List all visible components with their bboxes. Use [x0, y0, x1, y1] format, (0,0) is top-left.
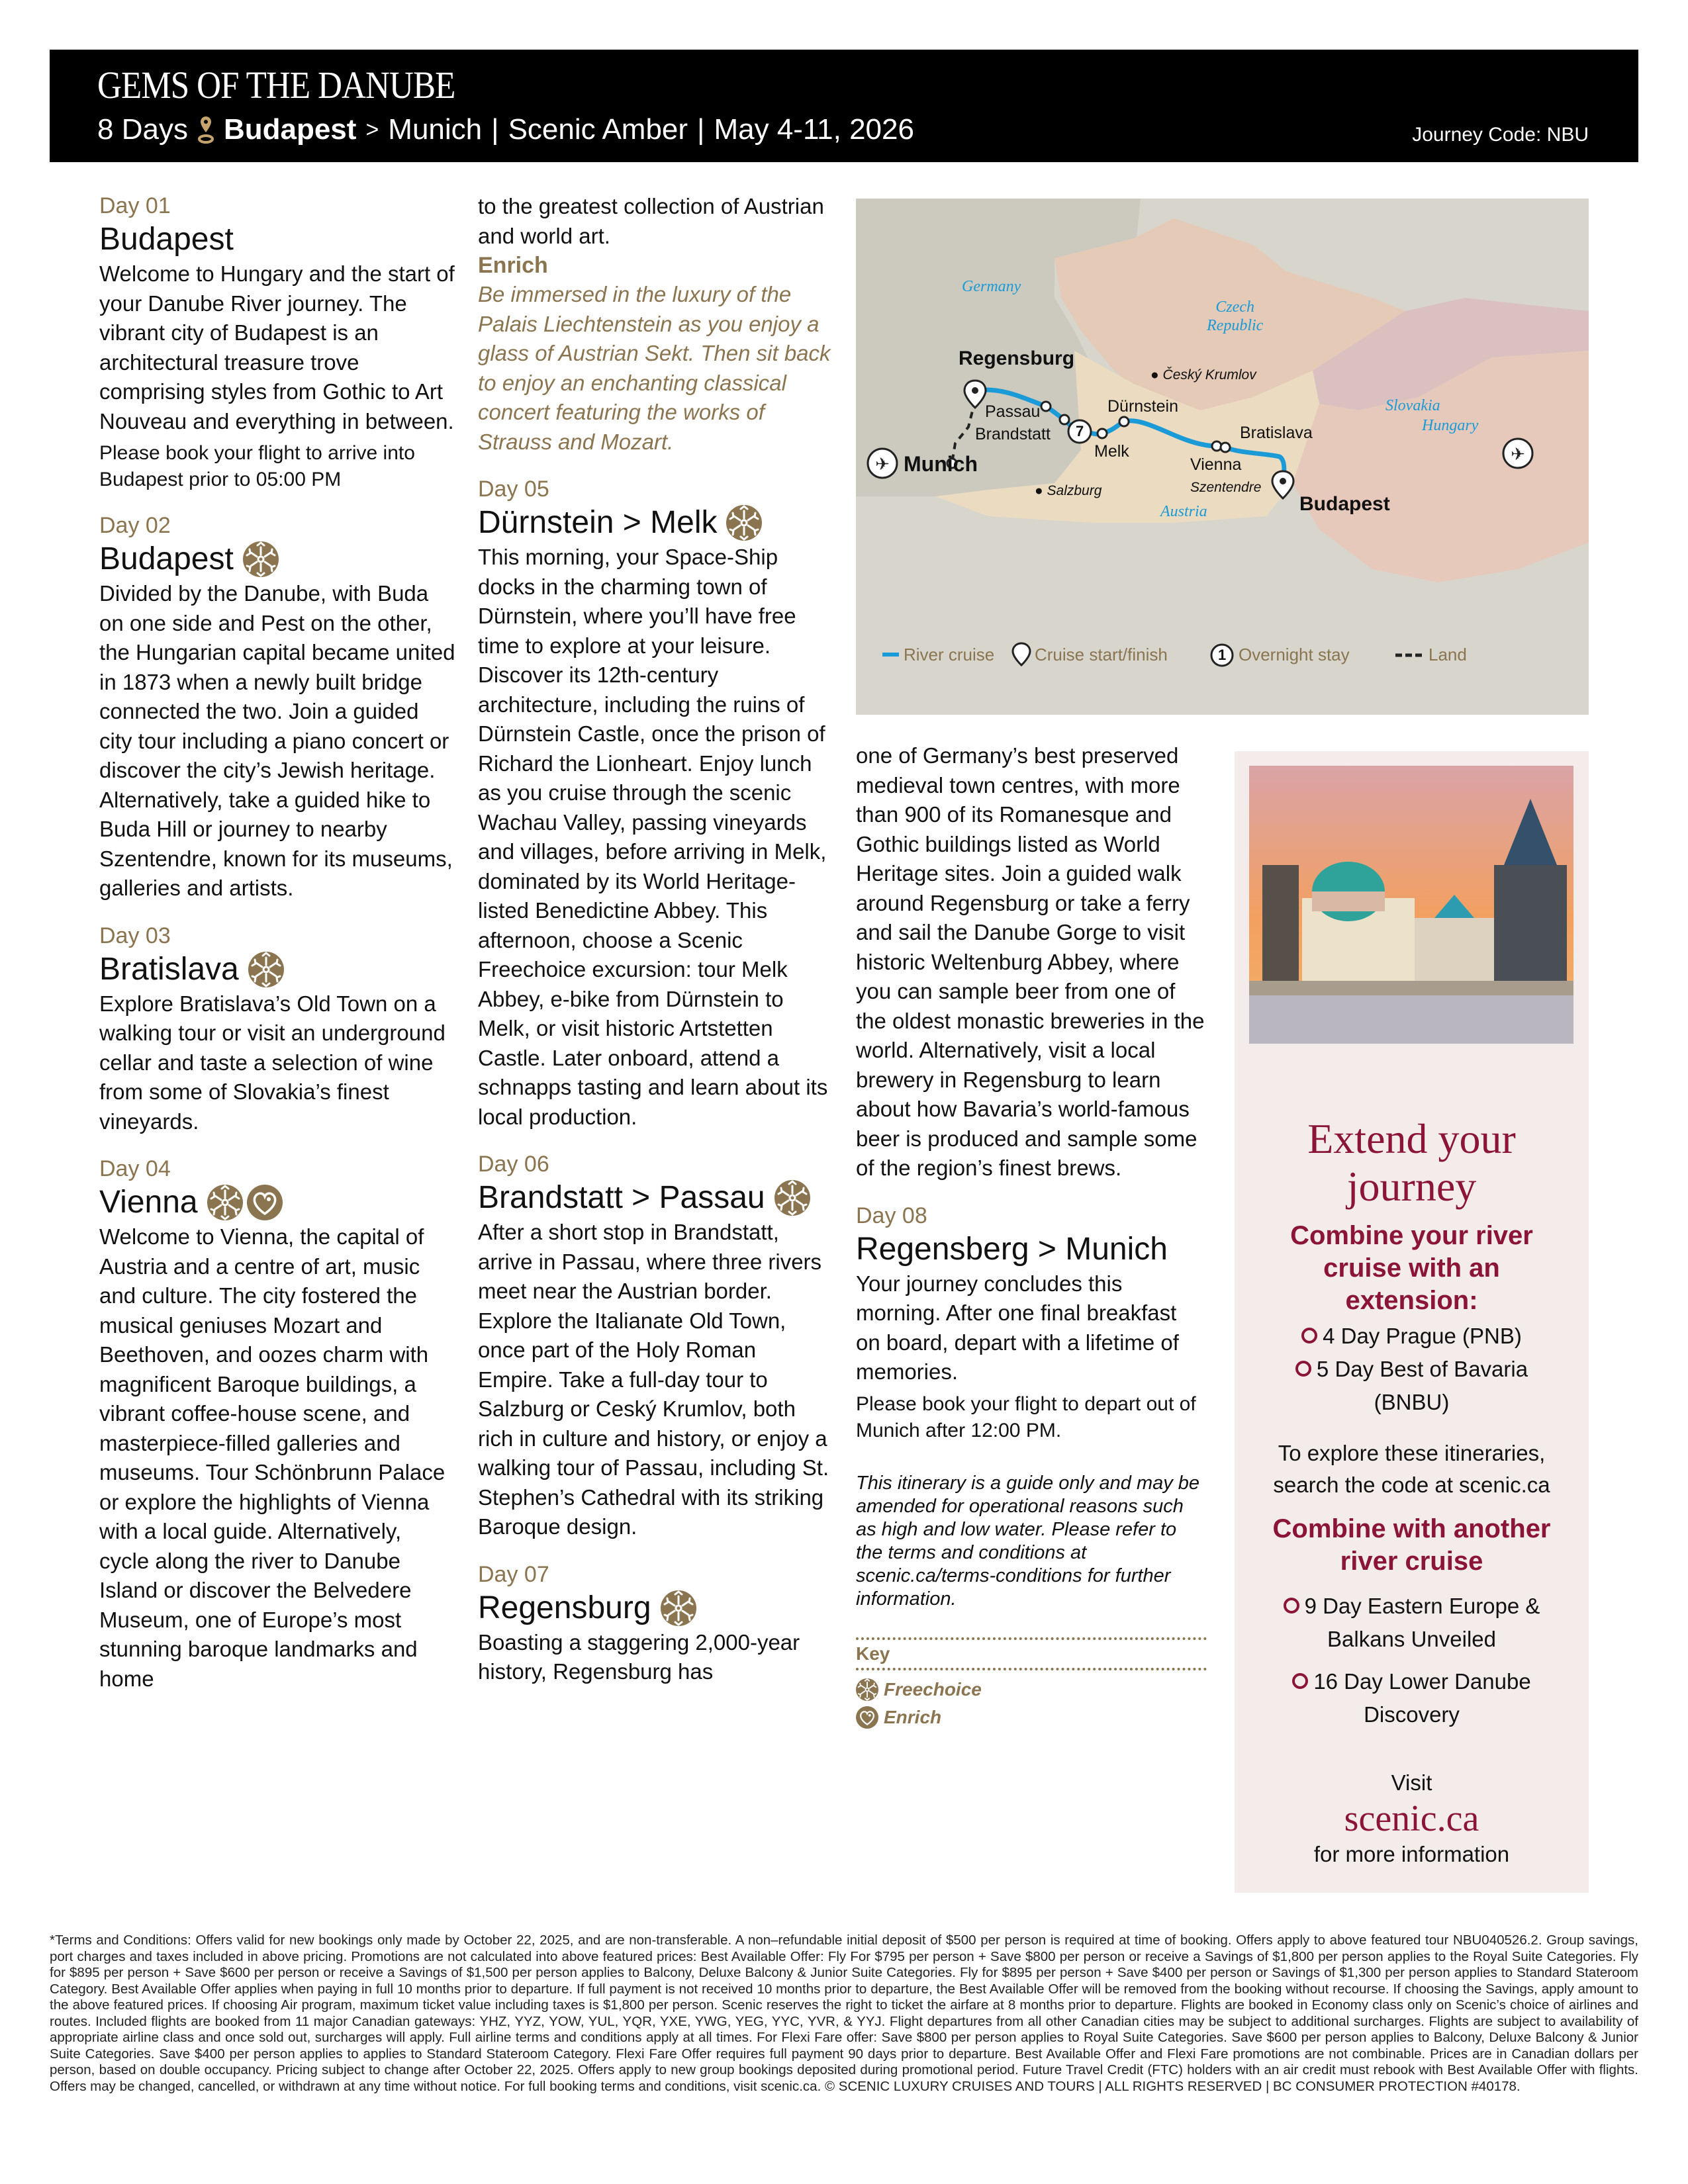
day-title-text: Budapest: [99, 541, 234, 576]
poi-label: Český Krumlov: [1162, 367, 1256, 383]
river-cruise-label: 16 Day Lower Danube Discovery: [1313, 1669, 1531, 1727]
legend-overnight-number: 1: [1218, 647, 1227, 663]
bullet-icon: [1295, 1361, 1311, 1377]
flight-note: Please book your flight to depart out of Munich after 12:00 PM.: [856, 1392, 1196, 1441]
legend-land: Land: [1429, 645, 1467, 664]
bullet-icon: [1292, 1673, 1308, 1689]
day-body-continued: one of Germany’s best preserved medieval town centres, with more than 900 of its Romanesque and Gothic buildings listed as World Heritage sites. Join a guided walk around Regensburg or take a ferry and sail the Danube Gorge to visit historic Weltenburg Abbey, where you can sample beer from one of the oldest monastic breweries in the world. Alternatively, visit a local brewery in Regensburg to learn about how Bavaria’s world-famous beer is produced and sample some of the region’s finest brews.: [856, 743, 1205, 1180]
city-szentendre: Szentendre: [1190, 480, 1262, 495]
key-label: Enrich: [884, 1706, 942, 1727]
day-title: [99, 950, 457, 989]
day-title: [478, 1588, 835, 1628]
day-title: [856, 1230, 1207, 1269]
freechoice-icon: [207, 1185, 243, 1220]
freechoice-icon: [243, 541, 279, 577]
enrich-icon: [247, 1185, 283, 1220]
day-body: Divided by the Danube, with Buda on one side and Pest on the other, the Hungarian capital became united in 1873 when a newly built bridge connected the two. Join a guided city tour including a piano concert or discover the city’s Jewish heritage. Alternatively, take a guided hike to Buda Hill or journey to nearby Szentendre, known for its museums, galleries and artists.: [99, 581, 455, 900]
city-cesky-krumlov: [1150, 367, 1256, 383]
extend-heading: [1235, 1115, 1589, 1210]
river-cruise-item[interactable]: [1274, 1590, 1549, 1656]
title-banner: [50, 50, 1638, 162]
country-label-line: Republic: [1207, 317, 1264, 334]
country-label-austria: Austria: [1160, 503, 1207, 520]
stop-brandstatt: [1060, 415, 1069, 424]
country-label-line: Czech: [1215, 298, 1254, 316]
country-label-czech: [1207, 298, 1263, 335]
day-02: [99, 512, 457, 903]
day-body: Explore Bratislava’s Old Town on a walking tour or visit an underground cellar and taste a selection of wine from some of Slovakia’s finest vineyards.: [99, 991, 445, 1134]
more-info-text: for more information: [1313, 1842, 1510, 1866]
country-label-slovakia: Slovakia: [1385, 397, 1440, 414]
freechoice-icon: [774, 1180, 810, 1216]
extension-heading: Combine your river cruise with an extension:: [1290, 1221, 1533, 1315]
key-label: Freechoice: [884, 1678, 982, 1700]
day-title: [478, 1178, 835, 1218]
terms-and-conditions: *Terms and Conditions: Offers valid for new bookings only made by October 22, 2025, and are non-transferable. A non–refundable initial deposit of $500 per person is required at time of booking. Offers apply to above featured tour NBU040526.2. Group savings, port charges and taxes included in above pricing. Promotions are not calculated into above featured prices: Best Available Offer: Fly For $795 per person + Save $800 per person or receive a Savings of $1,800 per person applies to the Royal Suite Categories. Fly for $895 per person + Save $600 per person or receive a Savings of $1,500 per person applies to Balcony, Deluxe Balcony & Junior Suite Categories. Fly for $895 per person + Save $400 per person or Savings of $1,300 per person applies to Standard Stateroom Category. Best Available Offer applies when paying in full 10 months prior to departure. If full payment is not received 10 months prior to departure, the Best Available Offer will be removed from the booking without recourse. If choosing the Savings, apply amount to the above featured prices. If choosing Air program, maximum ticket value including taxes is $1,800 per person. Scenic reserves the right to ticket the airfare at 8 months prior to departure. Flights are booked in Economy class only on Scenic’s choice of airlines and routes. Included flights are booked from 11 major Canadian gateways: YHZ, YYZ, YOW, YUL, YQR, YXE, YWG, YEG, YYC, YVR, & YYJ. Flight departures from all other Canadian cities may be subject to additional surcharges. Flights are subject to availability of appropriate airline class and once sold out, surcharges will apply. Full airline terms and conditions apply at all times. For Flexi Fare offer: Save $800 per person applies to Royal Suite Categories. Save $600 per person applies to Balcony, Deluxe Balcony & Junior Suite Categories. Save $400 per person applies to applies to Standard Stateroom Category. Flexi Fare Offer requires full payment 90 days prior to departure. Best Available Offer and Flexi Fare promotions are not combinable. Prices are in Canadian dollars per person, based on double occupancy. Pricing subject to change after October 22, 2025. Offers apply to new group bookings deposited during promotional period. Future Travel Credit (FTC) holders with an air credit must rebook with Best Available Offer with flights. Offers may be changed, cancelled, or withdrawn at any time without notice. For full booking terms and conditions, visit scenic.ca. © SCENIC LUXURY CRUISES AND TOURS | ALL RIGHTS RESERVED | BC CONSUMER PROTECTION #40178.: [50, 1933, 1638, 2094]
bullet-icon: [1284, 1598, 1299, 1614]
svg-text:✈: ✈: [875, 454, 890, 474]
divider: [856, 1668, 1207, 1670]
extension-label: 4 Day Prague (PNB): [1323, 1324, 1522, 1348]
freechoice-icon: [661, 1590, 696, 1626]
day-label: Day 04: [99, 1156, 171, 1181]
freechoice-icon: [726, 505, 762, 541]
river-cruise-label: 9 Day Eastern Europe & Balkans Unveiled: [1304, 1594, 1540, 1651]
legend-startfinish: Cruise start/finish: [1035, 645, 1168, 664]
page-title: GEMS OF THE DANUBE: [97, 64, 455, 107]
day-label: Day 06: [478, 1152, 549, 1177]
day-06: [478, 1150, 835, 1542]
day-04: [99, 1155, 457, 1694]
poi-marker-icon: ●: [1035, 483, 1047, 498]
day-label: Day 01: [99, 193, 171, 218]
key-item-freechoice: [856, 1676, 1207, 1704]
flight-note: Please book your flight to arrive into Budapest prior to 05:00 PM: [99, 442, 415, 490]
day-body: This morning, your Space-Ship docks in the charming town of Dürnstein, where you’ll have free time to explore at your leisure. Discover its 12th-century architecture, including the ruins of Dürnstein Castle, once the prison of Richard the Lionheart. Enjoy lunch as you cruise through the scenic Wachau Valley, passing vineyards and villages, before arriving in Melk, dominated by its World Heritage-listed Benedictine Abbey. This afternoon, choose a Scenic Freechoice excursion: tour Melk Abbey, e-bike from Dürnstein to Melk, or visit historic Artstetten Castle. Later onboard, attend a schnapps tasting and learn about its local production.: [478, 545, 828, 1129]
city-salzburg: [1035, 483, 1102, 499]
city-munich: Munich: [904, 452, 978, 476]
route-from: Budapest: [223, 113, 357, 146]
enrich-text: Be immersed in the luxury of the Palais Liechtenstein as you enjoy a glass of Austrian Sekt. Then sit back to enjoy an enchanting classical concert featuring the works of Strauss and Mozart.: [478, 282, 831, 454]
country-label-hungary: Hungary: [1422, 417, 1479, 434]
poi-marker-icon: ●: [1150, 367, 1163, 383]
day-label: Day 08: [856, 1203, 927, 1228]
country-label-germany: Germany: [962, 278, 1021, 295]
day-body: After a short stop in Brandstatt, arrive in Passau, where three rivers meet near the Austrian border. Explore the Italianate Old Town, once part of the Holy Roman Empire. Take a full-day tour to Salzburg or Ceský Krumlov, both rich in culture and history, or enjoy a walking tour of Passau, including St. Stephen’s Cathedral with its striking Baroque design.: [478, 1220, 829, 1539]
extension-item[interactable]: [1235, 1320, 1589, 1353]
route-to: Munich: [388, 113, 483, 146]
visit-text: Visit: [1391, 1770, 1432, 1795]
city-durnstein: Dürnstein: [1107, 397, 1178, 416]
legend-river-swatch: [882, 653, 899, 657]
stop-bratislava: [1221, 443, 1230, 452]
city-brandstatt: Brandstatt: [975, 425, 1051, 443]
river-cruise-heading: Combine with another river cruise: [1272, 1514, 1551, 1576]
stop-durnstein: [1119, 417, 1129, 426]
itinerary-disclaimer: This itinerary is a guide only and may be amended for operational reasons such as high and low water. Please refer to the terms and conditions at scenic.ca/terms-conditions for further information.: [856, 1472, 1200, 1610]
enrich-icon: [856, 1706, 878, 1729]
poi-label: Salzburg: [1047, 483, 1102, 498]
divider: |: [697, 113, 705, 146]
day-title-text: Vienna: [99, 1185, 198, 1220]
city-budapest: Budapest: [1299, 493, 1390, 515]
freechoice-icon: [856, 1678, 878, 1701]
city-vienna: Vienna: [1190, 455, 1242, 474]
city-regensburg: Regensburg: [959, 347, 1075, 369]
ship-name: Scenic Amber: [508, 113, 688, 146]
route-map: [856, 199, 1589, 715]
extend-journey-panel: [1235, 751, 1589, 1893]
itinerary-column-3: [856, 741, 1207, 1731]
overnight-count: 7: [1076, 423, 1084, 439]
legend-overnight: Overnight stay: [1239, 645, 1350, 664]
day-title-text: Dürnstein > Melk: [478, 505, 718, 540]
city-melk: Melk: [1094, 442, 1129, 461]
day-body: Your journey concludes this morning. After one final breakfast on board, depart with a lifetime of memories.: [856, 1271, 1179, 1384]
day-body-continued: to the greatest collection of Austrian and world art.: [478, 194, 824, 248]
day-07: [478, 1561, 835, 1687]
extension-item[interactable]: [1281, 1353, 1542, 1419]
bullet-icon: [1301, 1328, 1317, 1343]
day-title-text: Bratislava: [99, 951, 239, 987]
heading-line: journey: [1346, 1163, 1477, 1210]
icon-key: [856, 1637, 1207, 1731]
day-label: Day 03: [99, 923, 171, 948]
duration: 8 Days: [97, 113, 188, 146]
day-title-text: Budapest: [99, 222, 234, 257]
heading-line: Extend your: [1307, 1115, 1516, 1162]
day-title: [99, 539, 457, 579]
route-separator: >: [365, 116, 379, 142]
day-title-text: Regensburg: [478, 1590, 651, 1625]
extension-label: 5 Day Best of Bavaria (BNBU): [1316, 1357, 1528, 1414]
enrich-heading: Enrich: [478, 253, 548, 278]
trip-summary: [97, 113, 914, 146]
itinerary-column-1: [99, 192, 457, 1694]
prague-charles-bridge-photo: [1249, 766, 1573, 1044]
day-title-text: Regensberg > Munich: [856, 1231, 1168, 1267]
website-link[interactable]: scenic.ca: [1344, 1798, 1479, 1839]
city-passau: Passau: [985, 402, 1041, 421]
day-08: [856, 1202, 1207, 1444]
day-label: Day 02: [99, 513, 171, 538]
day-label: Day 07: [478, 1561, 549, 1587]
stop-passau: [1041, 402, 1051, 411]
day-body: Welcome to Hungary and the start of your Danube River journey. The vibrant city of Budapest is an architectural treasure trove comprising styles from Gothic to Art Nouveau and everything in between.: [99, 261, 455, 433]
travel-dates: May 4-11, 2026: [714, 113, 914, 146]
day-title: [99, 1183, 457, 1222]
day-body: Welcome to Vienna, the capital of Austria and a centre of art, music and culture. The city fostered the musical geniuses Mozart and Beethoven, and oozes charm with magnificent Baroque buildings, a vibrant coffee-house scene, and masterpiece-filled galleries and museums. Tour Schönbrunn Palace or explore the highlights of Vienna with a local guide. Alternatively, cycle along the river to Danube Island or discover the Belvedere Museum, one of Europe’s most stunning baroque landmarks and home: [99, 1224, 445, 1691]
svg-text:✈: ✈: [1511, 444, 1525, 464]
day-01: [99, 192, 457, 493]
legend-river: River cruise: [904, 645, 995, 664]
key-item-enrich: [856, 1704, 1207, 1731]
river-cruise-item[interactable]: [1288, 1665, 1536, 1731]
stop-melk: [1098, 429, 1107, 438]
day-title: [478, 503, 835, 543]
location-pin-icon: [197, 115, 214, 144]
day-title-text: Brandstatt > Passau: [478, 1180, 765, 1215]
explore-text: To explore these itineraries, search the code at scenic.ca: [1273, 1441, 1550, 1497]
day-03: [99, 922, 457, 1137]
itinerary-column-2: [478, 192, 835, 1687]
city-bratislava: Bratislava: [1240, 424, 1313, 442]
day-05: [478, 475, 835, 1132]
key-title: Key: [856, 1643, 890, 1664]
freechoice-icon: [248, 952, 284, 987]
day-body: Boasting a staggering 2,000-year history, Regensburg has: [478, 1629, 800, 1684]
journey-code: Journey Code: NBU: [1412, 124, 1589, 146]
divider: |: [491, 113, 499, 146]
day-title: [99, 220, 457, 259]
day-label: Day 05: [478, 477, 549, 502]
